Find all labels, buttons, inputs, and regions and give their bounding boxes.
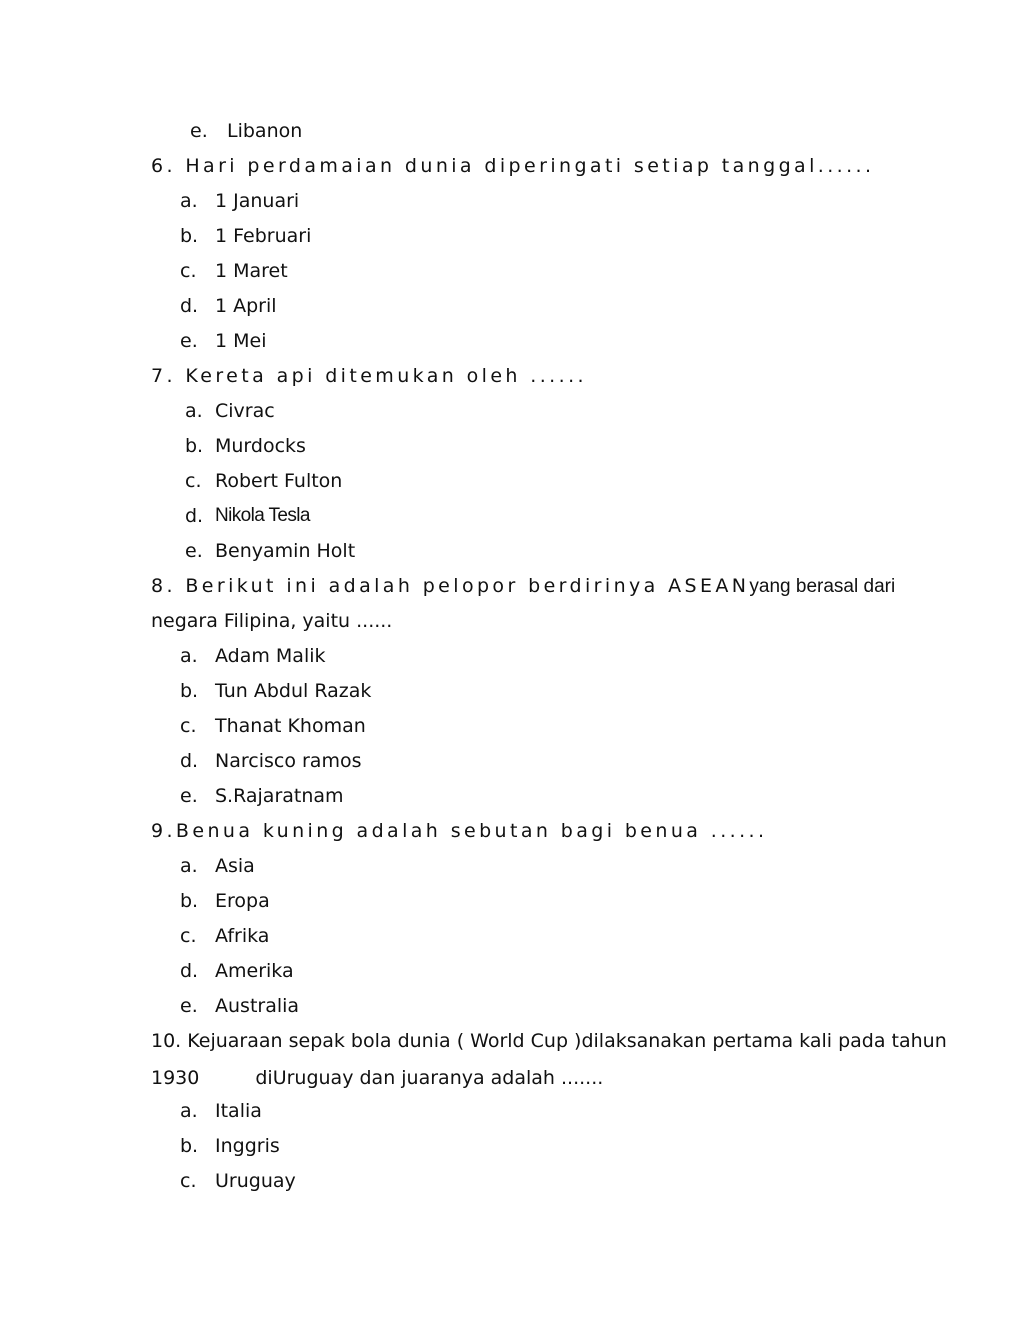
option-letter: d.	[180, 295, 199, 317]
option-text: Tun Abdul Razak	[215, 680, 372, 702]
option-text: Afrika	[215, 925, 270, 947]
option-letter: e.	[180, 330, 198, 352]
option-text: 1 Januari	[215, 190, 300, 212]
option-letter: b.	[180, 680, 199, 702]
question-10-year: 1930	[151, 1067, 200, 1089]
option-letter: c.	[180, 925, 197, 947]
option-text: Amerika	[215, 960, 294, 982]
option-letter: e.	[185, 540, 203, 562]
question-7: 7. Kereta api ditemukan oleh ......	[151, 365, 587, 387]
option-letter: c.	[180, 715, 197, 737]
option-letter: c.	[185, 470, 202, 492]
option-text: Benyamin Holt	[215, 540, 356, 562]
option-text: Asia	[215, 855, 255, 877]
question-8-line-2: negara Filipina, yaitu ......	[151, 610, 393, 632]
option-text: Inggris	[215, 1135, 280, 1157]
option-letter: a.	[185, 400, 203, 422]
option-letter: e.	[190, 120, 208, 142]
question-9: 9.Benua kuning adalah sebutan bagi benua ......	[151, 820, 768, 842]
option-text: Australia	[215, 995, 300, 1017]
option-text: Thanat Khoman	[215, 715, 366, 737]
option-letter: a.	[180, 1100, 198, 1122]
option-text: 1 April	[215, 295, 277, 317]
option-text: Nikola Tesla	[215, 505, 310, 526]
option-text: Eropa	[215, 890, 270, 912]
option-letter: d.	[180, 750, 199, 772]
option-text: Libanon	[227, 120, 303, 142]
option-text: Italia	[215, 1100, 262, 1122]
option-text: 1 Mei	[215, 330, 267, 352]
option-letter: b.	[180, 890, 199, 912]
option-text: Civrac	[215, 400, 275, 422]
option-text: 1 Maret	[215, 260, 288, 282]
question-10-line-1: 10. Kejuaraan sepak bola dunia ( World Cup )dilaksanakan pertama kali pada tahun	[151, 1030, 947, 1052]
option-letter: d.	[180, 960, 199, 982]
option-letter: b.	[180, 1135, 199, 1157]
option-letter: b.	[185, 435, 204, 457]
option-letter: b.	[180, 225, 199, 247]
option-text: Narcisco ramos	[215, 750, 362, 772]
question-10-line-2	[151, 1066, 603, 1090]
option-letter: c.	[180, 260, 197, 282]
option-letter: c.	[180, 1170, 197, 1192]
option-text: 1 Februari	[215, 225, 312, 247]
option-letter: d.	[185, 505, 204, 527]
option-letter: a.	[180, 855, 198, 877]
option-letter: e.	[180, 785, 198, 807]
question-8-part-2: yang berasal dari	[749, 576, 896, 597]
option-text: Adam Malik	[215, 645, 326, 667]
option-text: Robert Fulton	[215, 470, 343, 492]
option-text: Murdocks	[215, 435, 306, 457]
question-8-part-1: 8. Berikut ini adalah pelopor berdirinya ASEAN	[151, 575, 750, 597]
option-letter: e.	[180, 995, 198, 1017]
option-text: S.Rajaratnam	[215, 785, 344, 807]
question-8-line-1	[151, 574, 895, 599]
option-letter: a.	[180, 645, 198, 667]
question-6: 6. Hari perdamaian dunia diperingati setiap tanggal......	[151, 155, 875, 177]
option-text: Uruguay	[215, 1170, 296, 1192]
question-10-rest: diUruguay dan juaranya adalah .......	[255, 1067, 604, 1089]
option-letter: a.	[180, 190, 198, 212]
